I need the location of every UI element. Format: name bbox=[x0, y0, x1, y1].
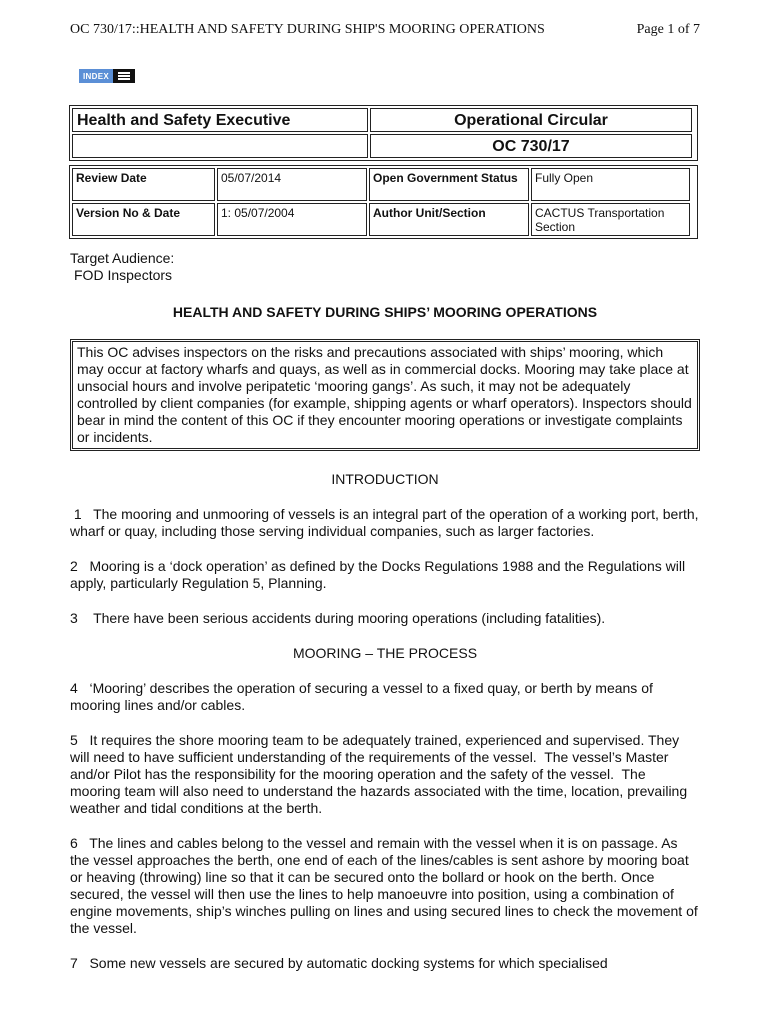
paragraph-7: 7 Some new vessels are secured by automatic docking systems for which specialised bbox=[70, 955, 608, 971]
page-number: Page 1 of 7 bbox=[636, 22, 700, 37]
paragraph-5: 5 It requires the shore mooring team to be adequately trained, experienced and supervised. They will need to have sufficient understanding of the requirements of the vessel. The vessel’s Master and/or Pilot has the responsibility for the mooring operation and the safety of the vessel. The mooring team will also need to understand the hazards associated with the time, location, prevailing weather and tidal conditions at the berth. bbox=[70, 732, 692, 816]
index-button-label: INDEX bbox=[79, 69, 113, 83]
document-title: HEALTH AND SAFETY DURING SHIPS’ MOORING OPERATIONS bbox=[172, 304, 598, 320]
version-value: 1: 05/07/2004 bbox=[217, 203, 367, 236]
author-value: CACTUS Transportation Section bbox=[531, 203, 690, 236]
paragraph-3: 3 There have been serious accidents during mooring operations (including fatalities). bbox=[70, 610, 606, 626]
index-button[interactable] bbox=[79, 69, 135, 83]
header-table bbox=[69, 105, 698, 239]
document-body bbox=[70, 250, 703, 972]
status-label: Open Government Status bbox=[369, 168, 529, 201]
org-name: Health and Safety Executive bbox=[72, 108, 368, 132]
summary-box bbox=[70, 339, 700, 451]
paragraph-4: 4 ‘Mooring’ describes the operation of securing a vessel to a fixed quay, or berth by means of mooring lines and/or cables. bbox=[70, 680, 657, 713]
paragraph-2: 2 Mooring is a ‘dock operation’ as defined by the Docks Regulations 1988 and the Regulations will apply, particularly Regulation 5, Planning. bbox=[70, 558, 689, 591]
paragraph-6: 6 The lines and cables belong to the vessel and remain with the vessel when it is on passage. As the vessel approaches the berth, one end of each of the lines/cables is sent ashore by mooring boat or heaving (throwing) line so that it can be secured onto the bollard or hook on the berth. Once secured, the vessel will then use the lines to help manoeuvre into position, using a combination of engine movements, ship’s winches pulling on lines and using secured lines to check the movement of the vessel. bbox=[70, 835, 702, 936]
paragraph-1: 1 The mooring and unmooring of vessels is an integral part of the operation of a working port, berth, wharf or quay, including those serving individual companies, such as larger factories. bbox=[70, 506, 703, 539]
status-value: Fully Open bbox=[531, 168, 690, 201]
summary-text: This OC advises inspectors on the risks and precautions associated with ships’ mooring, which may occur at factory wharfs and quays, as well as in commercial docks. Mooring may take place at unsocial hours and involve peripatetic ‘mooring gangs’. As such, it may not be adequately controlled by client companies (for example, shipping agents or wharf operators). Inspectors should bear in mind the content of this OC if they encounter mooring operations or investigate complaints or incidents. bbox=[72, 341, 698, 449]
list-icon bbox=[113, 69, 135, 83]
section-heading-introduction: INTRODUCTION bbox=[331, 471, 439, 487]
running-header bbox=[70, 22, 700, 38]
version-label: Version No & Date bbox=[72, 203, 215, 236]
section-heading-process: MOORING – THE PROCESS bbox=[292, 645, 478, 661]
doc-number: OC 730/17 bbox=[370, 134, 692, 158]
running-header-title: OC 730/17::HEALTH AND SAFETY DURING SHIP'S MOORING OPERATIONS bbox=[70, 22, 545, 37]
review-date-label: Review Date bbox=[72, 168, 215, 201]
doc-type: Operational Circular bbox=[370, 108, 692, 132]
audience-value: FOD Inspectors bbox=[74, 267, 173, 283]
author-label: Author Unit/Section bbox=[369, 203, 529, 236]
empty-cell bbox=[72, 134, 368, 158]
audience-label: Target Audience: bbox=[70, 250, 175, 266]
review-date-value: 05/07/2014 bbox=[217, 168, 367, 201]
